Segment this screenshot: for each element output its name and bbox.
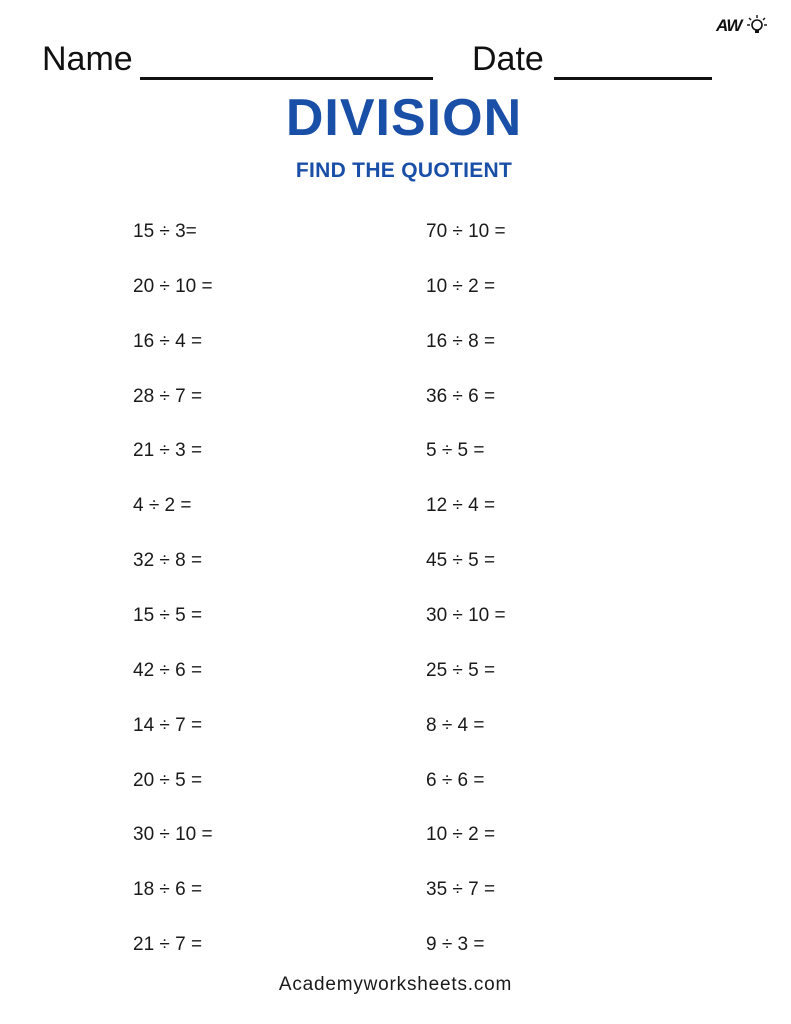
problem-right-7: 45 ÷ 5 = bbox=[426, 550, 496, 572]
problem-left-4: 28 ÷ 7 = bbox=[133, 385, 203, 407]
problem-right-4: 36 ÷ 6 = bbox=[426, 385, 496, 407]
worksheet-title: DIVISION bbox=[285, 89, 523, 147]
worksheet-subtitle: FIND THE QUOTIENT bbox=[295, 159, 513, 182]
problem-left-14: 21 ÷ 7 = bbox=[133, 934, 203, 956]
problem-right-5: 5 ÷ 5 = bbox=[426, 440, 485, 462]
problem-left-9: 42 ÷ 6 = bbox=[133, 659, 203, 681]
problem-right-11: 6 ÷ 6 = bbox=[426, 769, 485, 791]
problem-right-13: 35 ÷ 7 = bbox=[426, 879, 496, 901]
problem-left-5: 21 ÷ 3 = bbox=[133, 440, 203, 462]
problem-left-10: 14 ÷ 7 = bbox=[133, 714, 203, 736]
footer-website: Academyworksheets.com bbox=[278, 974, 513, 995]
problem-left-3: 16 ÷ 4 = bbox=[133, 330, 203, 352]
name-label: Name bbox=[42, 40, 133, 78]
problem-right-12: 10 ÷ 2 = bbox=[426, 824, 496, 846]
problem-left-11: 20 ÷ 5 = bbox=[133, 769, 203, 791]
problem-left-13: 18 ÷ 6 = bbox=[133, 879, 203, 901]
problem-right-10: 8 ÷ 4 = bbox=[426, 714, 485, 736]
problem-left-1: 15 ÷ 3= bbox=[133, 221, 197, 242]
problem-right-9: 25 ÷ 5 = bbox=[426, 659, 496, 681]
problem-left-7: 32 ÷ 8 = bbox=[133, 550, 203, 572]
problem-right-3: 16 ÷ 8 = bbox=[426, 330, 496, 352]
problem-left-2: 20 ÷ 10 = bbox=[133, 275, 213, 297]
date-label: Date bbox=[472, 40, 544, 78]
problem-left-8: 15 ÷ 5 = bbox=[133, 604, 203, 626]
problem-right-2: 10 ÷ 2 = bbox=[426, 275, 496, 297]
logo-text: AW bbox=[716, 16, 742, 35]
problem-right-6: 12 ÷ 4 = bbox=[426, 495, 496, 517]
problem-right-1: 70 ÷ 10 = bbox=[426, 221, 506, 242]
problem-right-8: 30 ÷ 10 = bbox=[426, 604, 506, 626]
problem-right-14: 9 ÷ 3 = bbox=[426, 934, 485, 956]
problem-left-6: 4 ÷ 2 = bbox=[133, 495, 192, 517]
problem-left-12: 30 ÷ 10 = bbox=[133, 824, 213, 846]
